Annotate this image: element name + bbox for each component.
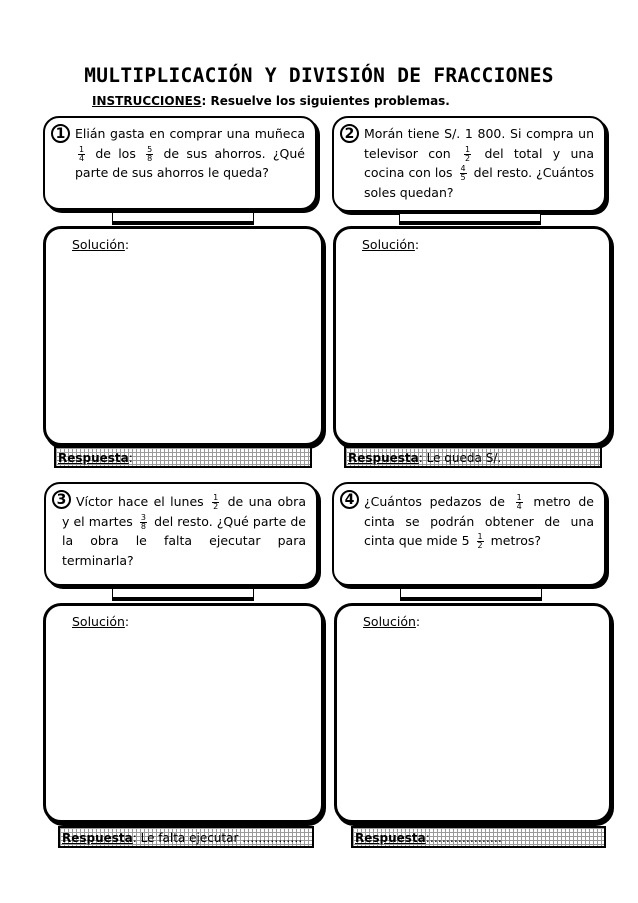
fraction: $\frac{4}{5}$ bbox=[460, 164, 466, 182]
connector bbox=[400, 588, 542, 598]
problem-3-box bbox=[44, 482, 318, 586]
connector bbox=[112, 588, 254, 598]
problem-2-text: Morán tiene S/. 1 800. Si compra un televisor con $\frac{1}{2}$ del total y una cocina con los $\frac{4}{5}$ del resto. ¿Cuántos soles quedan? bbox=[364, 126, 594, 200]
fraction: $\frac{1}{2}$ bbox=[213, 493, 219, 511]
connector-bar bbox=[112, 222, 254, 225]
connector bbox=[399, 213, 541, 222]
problem-1-box bbox=[43, 116, 317, 210]
problem-3-solution-box[interactable] bbox=[43, 603, 324, 823]
fraction: $\frac{1}{4}$ bbox=[79, 144, 85, 163]
answer-text: Respuesta: bbox=[58, 451, 133, 465]
solution-label: Solución: bbox=[363, 614, 421, 629]
problem-1-number: 1 bbox=[51, 124, 70, 143]
solution-label: Solución: bbox=[362, 237, 420, 252]
problem-2-number: 2 bbox=[340, 124, 359, 143]
problem-2-solution-box[interactable] bbox=[333, 226, 612, 446]
problem-2-box bbox=[332, 116, 606, 212]
connector bbox=[112, 212, 254, 222]
problem-4-text: ¿Cuántos pedazos de $\frac{1}{4}$ metro de cinta se podrán obtener de una cinta que mide 5 $\frac{1}{2}$ metros? bbox=[364, 493, 594, 550]
problem-1-solution-box[interactable] bbox=[43, 226, 324, 446]
problem-4-number: 4 bbox=[340, 490, 359, 509]
solution-label: Solución: bbox=[72, 614, 130, 629]
page-title: MULTIPLICACIÓN Y DIVISIÓN DE FRACCIONES bbox=[84, 64, 554, 87]
answer-text: Respuesta:……………… bbox=[355, 831, 502, 845]
solution-label: Solución: bbox=[72, 237, 130, 252]
connector-bar bbox=[399, 222, 541, 225]
problem-3-number: 3 bbox=[52, 490, 71, 509]
problem-1-answer-bar[interactable] bbox=[54, 446, 312, 468]
problem-3-text: Víctor hace el lunes $\frac{1}{2}$ de una obra y el martes $\frac{3}{8}$ del resto. ¿Qué parte de la obra le falta ejecutar para terminarla? bbox=[62, 493, 306, 568]
fraction: $\frac{1}{2}$ bbox=[477, 532, 483, 550]
problem-2-answer-bar[interactable] bbox=[344, 446, 602, 468]
instructions-text: : Resuelve los siguientes problemas. bbox=[201, 94, 450, 108]
instructions bbox=[92, 94, 450, 108]
answer-text: Respuesta: Le queda S/. bbox=[348, 451, 502, 465]
problem-3-answer-bar[interactable] bbox=[58, 826, 314, 848]
problem-4-solution-box[interactable] bbox=[334, 603, 612, 823]
problem-1-text: Elián gasta en comprar una muñeca $\frac{1}{4}$ de los $\frac{5}{8}$ de sus ahorros. ¿Qué parte de sus ahorros le queda? bbox=[75, 126, 305, 180]
connector-bar bbox=[112, 598, 254, 601]
connector-bar bbox=[400, 598, 542, 601]
fraction: $\frac{1}{2}$ bbox=[465, 144, 471, 163]
problem-4-box bbox=[332, 482, 606, 586]
answer-text: Respuesta: Le falta ejecutar …………… bbox=[62, 831, 303, 845]
fraction: $\frac{5}{8}$ bbox=[147, 144, 153, 163]
problem-4-answer-bar[interactable] bbox=[351, 826, 606, 848]
fraction: $\frac{3}{8}$ bbox=[140, 512, 147, 531]
instructions-label: INSTRUCCIONES bbox=[92, 94, 202, 108]
fraction: $\frac{1}{4}$ bbox=[516, 493, 522, 511]
